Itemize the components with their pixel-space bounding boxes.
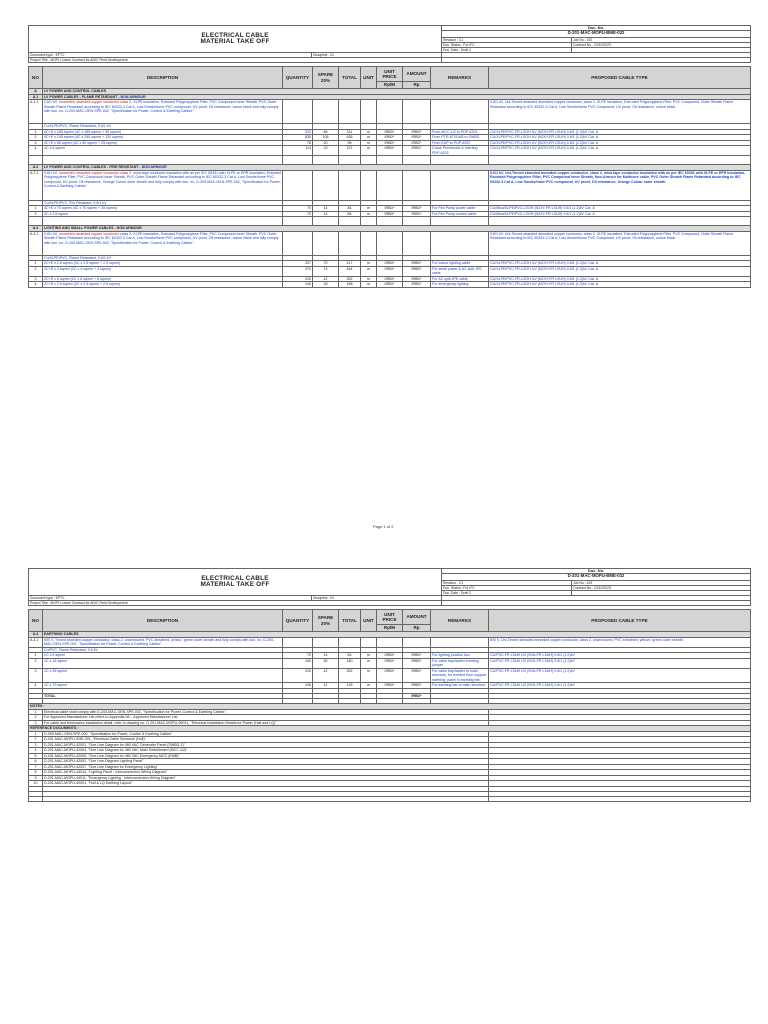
row-no: 2 [29,658,43,668]
document-type: Document type : EFTC [29,53,312,58]
row-unit-price: IRBD* [377,276,403,282]
row-description: 2C+E x 4 sqmm (2C x 4 sqmm + 4 sqmm) [43,266,283,276]
row-unit: m [361,683,377,689]
row-proposed: CU/XLPE/PVC-FR-LSOH UV (N2XY-FR LSUH) 0.6/1 (1.2)kV Cat. A [489,129,751,135]
table-row [29,146,751,156]
row-unit-price: IRBD* [377,653,403,659]
item-text: D-201-MAC-MOPU-42005, "One Line Diagram for 480 VAC Emergency MCC (EMB)" [43,753,489,759]
col-no: NO [29,610,43,632]
row-total: 444 [339,266,361,276]
row-unit-price: IRBD* [377,668,403,683]
item-no: 9 [29,775,43,781]
row-quantity: 70 [283,653,313,659]
doc-no-label: Doc. No. [442,26,751,31]
row-description: 1C x 16 sqmm [43,658,283,668]
row-total: 311 [339,129,361,135]
item-no: 6 [29,759,43,765]
row-total: 84 [339,206,361,212]
row-proposed: CU/PVC-FR LSUH UV (NYA-FR LSUH) 0.6/1 (1.2)kV [489,683,751,689]
row-remarks: For emergency lighting [431,282,489,288]
sheet-page-2 [28,568,750,802]
col-spare: SPARE 20% [313,610,339,632]
row-total: 137 [339,146,361,156]
row-quantity: 114 [283,146,313,156]
row-amount: IRBD* [403,266,431,276]
row-remarks: From MCC-1/2 to PDP-6202 [431,129,489,135]
section-row: A LV POWER AND CONTROL CABLES [29,89,751,95]
row-amount: IRBD* [403,282,431,288]
row-unit-price: IRBD* [377,129,403,135]
item-no: 2 [29,737,43,743]
item-text: D-201-MAC-MOPU-42001, "One Line Diagram for 480 VAC Generator Panel (SWBD-1)" [43,742,489,748]
section-row: A.2 LV POWER AND CONTROL CABLES - FIRE RESISTANT - NON ARMOUR [29,165,751,171]
row-spare: 28 [313,282,339,288]
row-remarks: From PTR-6701A/B to SWBD [431,135,489,141]
doc-status: Doc. Status : For IFC [442,43,572,48]
row-proposed: CU/PVC-FR LSUH UV (NYA-FR LSUH) 0.6/1 (1.2)kV [489,653,751,659]
col-quantity: QUANTITY [283,67,313,89]
row-unit-price: IRBD* [377,135,403,141]
a2-rows [29,206,751,217]
col-total: TOTAL [339,610,361,632]
spec-row: A.1.1 0.6/1 kV, concentric stranded copper conductor class 2, XLPE Insulation, Extruded Polypropylene Filler, PVC Compound Inner Sheath, PVC Outer Sheath Flame Retardant according to IEC 60332-3 Cat A, Low Smoke/fume PVC compound, UV proof, Oil resistance, colour black and fully comply with doc. no. D-200-MAC-GEN-SPE-002, "Specification for Power, Control & Earthing Cables". 0.6/1 kV, Uni-Tinned stranded annealed copper conductor, class 2, XLPE insulation, Extruded Polypropylene Filler, PVC Compound, Outer Sheath Flame Retardant according to IEC 60332-3 Cat A, Low Smoke/fume PVC Compound, UV proof, Oil resistance, colour black. [29,100,751,124]
spec-row: A.3.1 0.6/1 kV, concentric stranded copper conductor class 2, XLPE Insulation, Extruded Polypropylene Filler, PVC Compound Inner Sheath, PVC Outer Sheath Flame Retardant according to IEC 60332-3 Cat A, Low Smoke/fume PVC compound, UV proof, Oil resistance, colour black and fully comply with doc. no. D-200-MAC-GEN-SPE-002, "Specification for Power, Control & Earthing Cables". 0.6/1 kV, Uni-Tinned stranded annealed copper conductor, class 2, XLPE insulation, Extruded Polypropylene Filler, PVC Compound, Outer Sheath Flame Retardant according to IEC 60332-3 Cat A, Low Smoke/fume PVC Compound, UV proof, Oil resistance, colour black. [29,231,751,255]
row-spare: 20 [313,140,339,146]
row-unit-price: IRBD* [377,266,403,276]
row-description: 4C+E x 50 sqmm (4C x 50 sqmm + 25 sqmm) [43,140,283,146]
row-unit-price: IRBD* [377,211,403,217]
item-text: D-201-MAC-MOPU-42002, "One Line Diagram Lighting Panel" [43,759,489,765]
discipline: Discipline : EL [312,53,442,58]
row-amount: IRBD* [403,653,431,659]
row-spare: 14 [313,653,339,659]
row-description: 2C x 2.5 sqmm [43,211,283,217]
row-no: 2 [29,211,43,217]
col-spare: SPARE 20% [313,67,339,89]
row-spare: 70 [313,261,339,267]
document-title: ELECTRICAL CABLE MATERIAL TAKE OFF [29,569,442,596]
a1-rows [29,129,751,156]
row-spare: 42 [313,276,339,282]
col-description: DESCRIPTION [43,610,283,632]
sheet-page-1 [28,25,750,288]
row-remarks: For cable tray/ladder to main structure, for bonded floor support earthing; panel in earthing bar. [431,668,489,683]
doc-date: Doc. Date : Draft 2 [442,591,572,596]
row-description: 1C x 70 sqmm [43,683,283,689]
row-quantity: 105 [283,683,313,689]
notes-heading: NOTES : [29,704,751,710]
total-row: TOTAL IRBD* [29,693,751,699]
table-row [29,282,751,288]
row-description: 4C+E x 70 sqmm (4C x 70 sqmm + 35 sqmm) [43,206,283,212]
row-remarks: For Fire Pump control cable [431,211,489,217]
col-proposed: PROPOSED CABLE TYPE [489,67,751,89]
row-unit-price: IRBD* [377,261,403,267]
row-remarks: For lighting junction box [431,653,489,659]
row-proposed: CU/XLPE/PVC-FR-LSOH UV (N2XY-FR LSUH) 0.6/1 (1.2)kV Cat. A [489,282,751,288]
job-no: Job No.: 192 [572,38,751,43]
spec-row: A.2.1 0.6/1 kV, concentric stranded copper conductor class 2, mica tape conductor insulation with as per IEC 60331 with XLPE or EPR Insulation, Extruded Polypropylene Filler, PVC Compound Inner Sheath, PVC Outer Sheath Flame Retardant according to IEC 60332-3 Cat A, Low Smoke/fume PVC compound, UV proof, Oil resistance, Orange Colour outer sheath and fully comply with doc. no. D-200-MAC-GEN-SPE-002, "Specification for Power, Control & Earthing Cables". 0.6/1 kV, Uni-Tinned stranded annealed copper conductor, class 2, mica tape conductor insulation with as per IEC 60331 with XLPE or EPR Insulation, Extruded Polypropylene Filler, PVC Compound Inner Sheath, Non-Armour for Multicore cable, PVC Outer Sheath Flame Retardant according to IEC 60332-3 Cat A, Low Smoke/fume PVC compound, UV proof, Oil resistance, Orange Colour outer sheath. [29,170,751,200]
row-quantity: 140 [283,282,313,288]
row-amount: IRBD* [403,206,431,212]
item-no: 1 [29,709,43,715]
doc-no: D-201-MAC-MOPU-BME-032 [442,31,751,38]
a3-rows [29,261,751,288]
row-no: 3 [29,668,43,683]
row-spare: 14 [313,211,339,217]
item-text: For cable and termination installation detail, refer to drawing no. D-201-MAC-MOPU-06021, "Electrical Installation Details for Power (Hall and LQ)". [43,720,489,726]
row-proposed: CU/XLPE/PVC-FR-LSOH UV (N2XY-FR LSUH) 0.6/1 (1.2)kV Cat. A [489,146,751,156]
row-remarks: For AC split JPE cable [431,276,489,282]
row-spare: 23 [313,146,339,156]
row-total: 84 [339,653,361,659]
item-no: 8 [29,770,43,776]
item-no: 5 [29,753,43,759]
row-quantity: 370 [283,266,313,276]
refs-rows [29,731,751,786]
refs-heading: REFERENCE DOCUMENTS : [29,726,751,732]
row-proposed: CU/XLPE/PVC-FR-LSOH UV (N2XY-FR LSUH) 0.6/1 (1.2)kV Cat. A [489,135,751,141]
col-remarks: REMARKS [431,67,489,89]
row-description: 2C+E x 2.5 sqmm (2C x 2.5 sqmm + 2.5 sqmm) [43,261,283,267]
doc-no-label: Doc. No. [442,569,751,574]
row-quantity: 78 [283,140,313,146]
row-description: 4C x 6 sqmm [43,146,283,156]
row-unit: m [361,146,377,156]
col-amount: AMOUNT [403,67,431,82]
row-description: 1C x 6 sqmm [43,653,283,659]
item-no: 1 [29,731,43,737]
row-remarks: For earthing bar to main structure [431,683,489,689]
row-total: 252 [339,276,361,282]
item-text: D-201-MAC-MOPU-40001, "Hull & LQ Earthing Layout" [43,781,489,787]
row-total: 84 [339,211,361,217]
row-no: 1 [29,261,43,267]
row-quantity: 337 [283,261,313,267]
row-quantity: 332 [283,129,313,135]
col-remarks: REMARKS [431,610,489,632]
row-total: 252 [339,668,361,683]
revision: Revision : C1 [442,38,572,43]
table-row [29,668,751,683]
row-unit: m [361,668,377,683]
col-quantity: QUANTITY [283,610,313,632]
row-remarks: Crane Permissive & Inlerting PDP-6202 [431,146,489,156]
row-no: 2 [29,135,43,141]
item-text: D-201-MAC-MOPU-42004, "One Line Diagram for 480 VAC Main Switchboard (MCC-1/2)" [43,748,489,754]
row-unit: m [361,206,377,212]
col-amount-sub: Rp [403,82,431,89]
row-no: 1 [29,653,43,659]
item-text: Electrical cable shall comply with D-200-MAC-GEN-SPE-002, "Specification for Power, Control & Earthing Cables". [43,709,489,715]
type-row: Cu/XLPE/PVC, Flame Retardant, 0.6/1 kV [29,124,751,130]
row-remarks: For Fire Pump power cable [431,206,489,212]
row-unit: m [361,282,377,288]
row-quantity: 70 [283,206,313,212]
item-text: D-201-MAC-MOPU-44010, "Lighting Panel - Interconnection Wiring Diagram" [43,770,489,776]
row-total: 180 [339,658,361,668]
mto-table-page-1 [28,66,751,288]
item-no: 10 [29,781,43,787]
row-unit-price: IRBD* [377,282,403,288]
row-total: 168 [339,282,361,288]
row-remarks: For indoor lighting cable [431,261,489,267]
contract-no: Contract No.: 22/10/2023 [572,43,751,48]
row-unit-price: IRBD* [377,140,403,146]
item-no: 2 [29,715,43,721]
row-proposed: CU/Mica/XLPE/PVC-LSOH (N2XY-FR LSUH) 0.6/1 (1.2)kV Cat. A [489,211,751,217]
row-remarks: For cable tray/ladder bonding jumper [431,658,489,668]
doc-no: D-201-MAC-MOPU-BME-032 [442,574,751,581]
document-header [28,568,751,606]
row-unit-price: IRBD* [377,206,403,212]
doc-status: Doc. Status : For IFC [442,586,572,591]
col-no: NO [29,67,43,89]
col-unit: UNIT [361,610,377,632]
row-unit: m [361,266,377,276]
row-unit: m [361,129,377,135]
row-no: 3 [29,276,43,282]
doc-date: Doc. Date : Draft 2 [442,48,572,53]
row-amount: IRBD* [403,276,431,282]
row-amount: IRBD* [403,129,431,135]
row-description: 2C+E x 2.5 sqmm (2C x 2.5 sqmm + 2.5 sqmm) [43,282,283,288]
revision: Revision : C1 [442,581,572,586]
col-amount: AMOUNT [403,610,431,625]
row-no: 4 [29,146,43,156]
item-text: For Approved Manufacturer List refers to Appendix-06 – Approved Manufacturer List. [43,715,489,721]
row-unit: m [361,211,377,217]
row-unit: m [361,276,377,282]
type-row: Cu/XLPE/PVC, Flame Retardant, 0.6/1 kV [29,255,751,261]
page-number: Page 1 of 2 [373,524,394,529]
row-no: 3 [29,140,43,146]
section-row: A.3 LIGHTING AND SMALL POWER CABLES - NON ARMOUR [29,226,751,232]
item-no: 7 [29,764,43,770]
row-quantity: 150 [283,658,313,668]
row-amount: IRBD* [403,211,431,217]
item-no: 3 [29,742,43,748]
row-remarks: From EUP to PUP-6202 [431,140,489,146]
row-amount: IRBD* [403,140,431,146]
row-proposed: CU/PVC-FR LSUH UV (NYA-FR LSUH) 0.6/1 (1.2)kV [489,668,751,683]
col-unit: UNIT [361,67,377,89]
spec-row: A.4.1 600 V, Tinned stranded copper conductor, class 2, unarmoured, PVC sheathed, yellow / green outer sheath and fully comply with doc. no. D-200-MAC-GEN-SPE-002, "Specification for Power, Control & Earthing Cables". 600 V, Uni-Tinned stranded annealed copper conductor, class 2, unarmoured, PVC sheathed, yellow / green outer sheath. [29,637,751,647]
row-no: 1 [29,129,43,135]
section-row: A.1 LV POWER CABLES - FLAME RETARDANT - NON ARMOUR [29,94,751,100]
row-quantity: 530 [283,135,313,141]
row-spare: 30 [313,658,339,668]
row-description: 4C+E x 240 sqmm (4C x 240 sqmm + 120 sqmm) [43,135,283,141]
item-no: 4 [29,748,43,754]
row-total: 126 [339,683,361,689]
row-amount: IRBD* [403,683,431,689]
col-proposed: PROPOSED CABLE TYPE [489,610,751,632]
row-proposed: CU/XLPE/PVC-FR-LSOH UV (N2XY-FR LSUH) 0.6/1 (1.2)kV Cat. A [489,140,751,146]
row-no: 1 [29,206,43,212]
row-total: 96 [339,140,361,146]
row-unit-price: IRBD* [377,683,403,689]
item-text: D-201-MAC-MOPU-SHE-001, "Electrical Cable Schedule (Hull)" [43,737,489,743]
table-row [29,658,751,668]
row-remarks: For small power & AC split JPE cable [431,266,489,276]
col-unit-price-sub: Rp/M [377,82,403,89]
col-total: TOTAL [339,67,361,89]
row-description: 4C+E x 185 sqmm (4C x 185 sqmm + 95 sqmm) [43,129,283,135]
row-total: 636 [339,135,361,141]
document-type: Document type : EFTC [29,596,312,601]
notes-rows [29,709,751,726]
row-unit-price: IRBD* [377,146,403,156]
row-description: 1C x 35 sqmm [43,668,283,683]
row-spare: 66 [313,129,339,135]
row-spare: 106 [313,135,339,141]
row-proposed: CU/XLPE/PVC-FR-LSOH UV (N2XY-FR LSUH) 0.6/1 (1.2)kV Cat. A [489,266,751,276]
row-no: 2 [29,266,43,276]
row-quantity: 210 [283,276,313,282]
row-spare: 42 [313,668,339,683]
discipline: Discipline : EL [312,596,442,601]
row-unit: m [361,653,377,659]
project-title: Project Title : MOPU Lease Contract for ADIC Field Development [29,58,442,63]
job-no: Job No.: 192 [572,581,751,586]
row-amount: IRBD* [403,261,431,267]
item-text: D-200-MAC-GEN-SPE-002, "Specification for Power, Control & Earthing Cables" [43,731,489,737]
row-proposed: CU/XLPE/PVC-FR-LSOH UV (N2XY-FR LSUH) 0.6/1 (1.2)kV Cat. A [489,261,751,267]
row-total: 417 [339,261,361,267]
col-amount-sub: Rp [403,625,431,632]
type-row: Cu/PVC, Flame Retardant, 0.6 kV [29,647,751,653]
row-amount: IRBD* [403,135,431,141]
row-quantity: 210 [283,668,313,683]
project-title: Project Title : MOPU Lease Contract for ADIC Field Development [29,601,442,606]
row-unit: m [361,140,377,146]
row-amount: IRBD* [403,658,431,668]
col-description: DESCRIPTION [43,67,283,89]
row-amount: IRBD* [403,146,431,156]
row-unit: m [361,135,377,141]
contract-no: Contract No.: 22/10/2023 [572,586,751,591]
document-header [28,25,751,63]
item-text: D-201-MAC-MOPU-44011, "Emergency Lighting - Interconnection Wiring Diagram" [43,775,489,781]
section-row: A.4 EARTHING CABLES [29,632,751,638]
document-title: ELECTRICAL CABLE MATERIAL TAKE OFF [29,26,442,53]
item-text: D-201-MAC-MOPU-42007, "One Line Diagram for Emergency Lighting" [43,764,489,770]
type-row: Cu/XLPE/PVC, Fire Resistant, 0.6/1 kV [29,200,751,206]
table-row [29,266,751,276]
mto-table-page-2 [28,609,751,802]
row-unit-price: IRBD* [377,658,403,668]
col-unit-price: UNIT PRICE [377,67,403,82]
row-quantity: 70 [283,211,313,217]
row-no: 4 [29,282,43,288]
row-spare: 74 [313,266,339,276]
row-proposed: CU/XLPE/PVC-FR-LSOH UV (N2XY-FR LSUH) 0.6/1 (1.2)kV Cat. A [489,276,751,282]
col-unit-price: UNIT PRICE [377,610,403,625]
a4-rows [29,653,751,689]
row-proposed: CU/Mica/XLPE/PVC-LSOH (N2XY-FR LSUH) 0.6/1 (1.2)kV Cat. A [489,206,751,212]
row-unit: m [361,261,377,267]
row-unit: m [361,658,377,668]
row-spare: 14 [313,206,339,212]
row-proposed: CU/PVC-FR LSUH UV (NYA-FR LSUH) 0.6/1 (1.2)kV [489,658,751,668]
col-unit-price-sub: Rp/M [377,625,403,632]
row-spare: 21 [313,683,339,689]
row-description: 2C+E x 6 sqmm (2C x 6 sqmm + 6 sqmm) [43,276,283,282]
row-no: 4 [29,683,43,689]
item-no: 3 [29,720,43,726]
row-amount: IRBD* [403,668,431,683]
